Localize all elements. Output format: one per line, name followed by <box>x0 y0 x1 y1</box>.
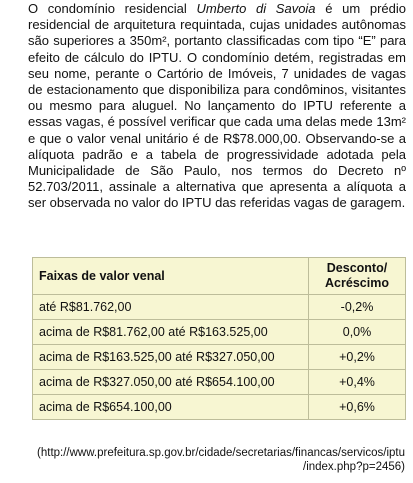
source-citation <box>5 446 405 474</box>
table-row <box>33 370 406 395</box>
header-value-range: Faixas de valor venal <box>33 258 309 295</box>
progressivity-table <box>32 257 406 420</box>
header-adjustment-line1: Desconto/ <box>326 261 388 275</box>
row-range: acima de R$654.100,00 <box>33 395 309 420</box>
row-adjustment: -0,2% <box>309 295 406 320</box>
source-line2: /index.php?p=2456) <box>303 461 405 473</box>
question-paragraph <box>28 1 406 212</box>
row-adjustment: 0,0% <box>309 320 406 345</box>
paragraph-intro: O condomínio residencial <box>28 1 197 16</box>
row-range: acima de R$327.050,00 até R$654.100,00 <box>33 370 309 395</box>
table-row <box>33 395 406 420</box>
source-line1: (http://www.prefeitura.sp.gov.br/cidade/secretarias/financas/servicos/iptu <box>37 447 405 459</box>
row-adjustment: +0,2% <box>309 345 406 370</box>
header-adjustment-line2: Acréscimo <box>325 276 389 290</box>
row-adjustment: +0,6% <box>309 395 406 420</box>
building-name: Umberto di Savoia <box>196 1 316 16</box>
header-adjustment <box>309 258 406 295</box>
row-adjustment: +0,4% <box>309 370 406 395</box>
table-row <box>33 295 406 320</box>
row-range: acima de R$81.762,00 até R$163.525,00 <box>33 320 309 345</box>
table-row <box>33 345 406 370</box>
table-header-row <box>33 258 406 295</box>
paragraph-body: é um prédio residencial de arquitetura requintada, cujas unidades autônomas são superiores a 350m², portanto classificadas com tipo “E” para efeito de cálculo do IPTU. O condomínio detém, registradas em seu nome, perante o Cartório de Imóveis, 7 unidades de vagas de estacionamento que disponibiliza para condôminos, visitantes ou mesmo para aluguel. No lançamento do IPTU referente a essas vagas, é possível verificar que cada uma delas mede 13m² e que o valor venal unitário é de R$78.000,00. Observando-se a alíquota padrão e a tabela de progressividade adotada pela Municipalidade de São Paulo, nos termos do Decreto nº 52.703/2011, assinale a alternativa que apresenta a alíquota a ser observada no valor do IPTU das referidas vagas de garagem. <box>28 1 406 211</box>
table-row <box>33 320 406 345</box>
row-range: até R$81.762,00 <box>33 295 309 320</box>
row-range: acima de R$163.525,00 até R$327.050,00 <box>33 345 309 370</box>
